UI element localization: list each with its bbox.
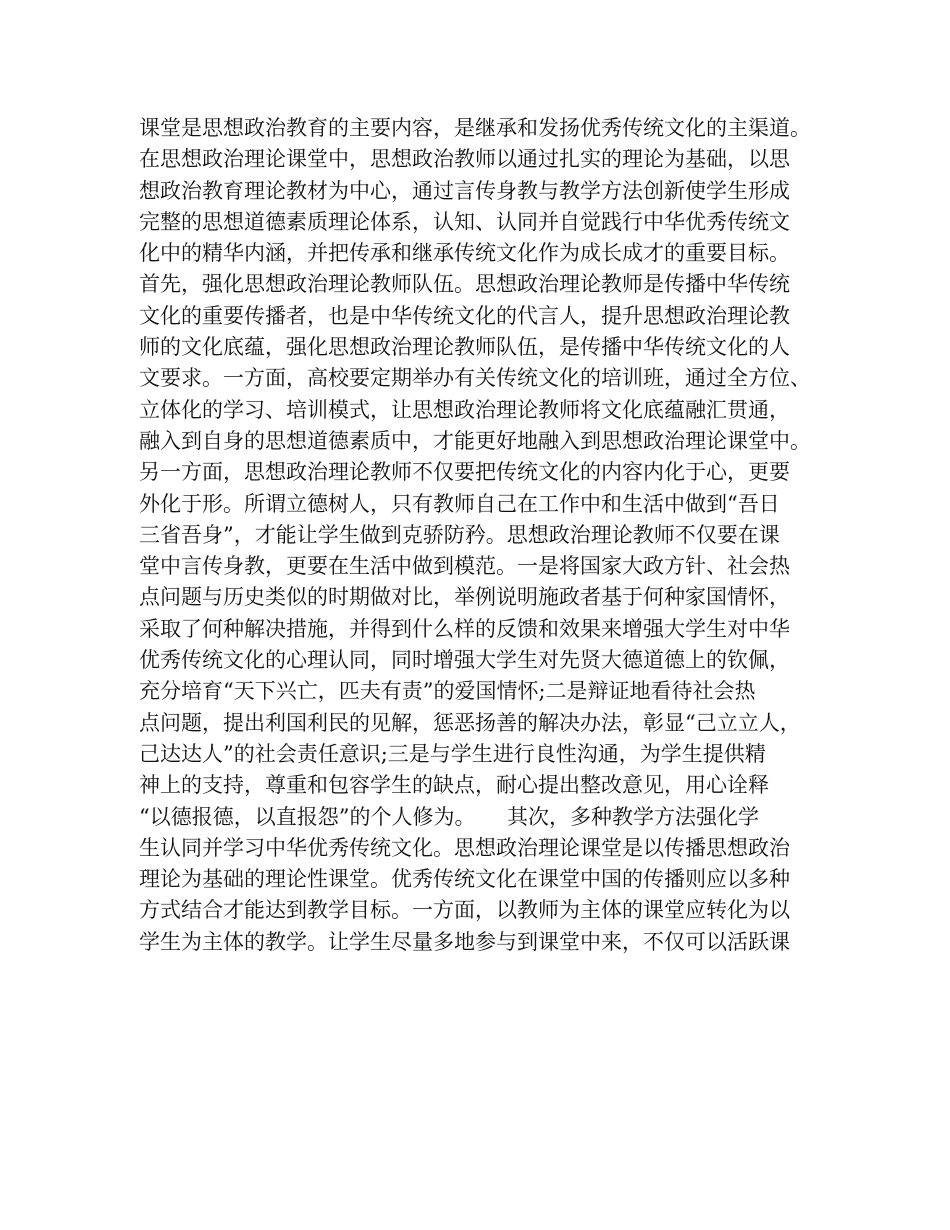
text-line: 神上的支持，尊重和包容学生的缺点，耐心提出整改意见，用心诠释 xyxy=(139,773,769,798)
text-line: 充分培育“天下兴亡，匹夫有责”的爱国情怀;二是辩证地看待社会热 xyxy=(139,679,756,704)
text-line: 想政治教育理论教材为中心，通过言传身教与教学方法创新使学生形成 xyxy=(139,178,790,203)
text-line: 文要求。一方面，高校要定期举办有关传统文化的培训班，通过全方位、 xyxy=(139,366,811,391)
text-line: 文化的重要传播者，也是中华传统文化的代言人，提升思想政治理论教 xyxy=(139,303,790,328)
text-line: 化中的精华内涵，并把传承和继承传统文化作为成长成才的重要目标。 xyxy=(139,241,790,266)
text-line: 生认同并学习中华优秀传统文化。思想政治理论课堂是以传播思想政治 xyxy=(139,835,790,860)
text-line: 另一方面，思想政治理论教师不仅要把传统文化的内容内化于心，更要 xyxy=(139,460,790,485)
text-line: 外化于形。所谓立德树人，只有教师自己在工作中和生活中做到“吾日 xyxy=(139,491,780,516)
text-line: 师的文化底蕴，强化思想政治理论教师队伍，是传播中华传统文化的人 xyxy=(139,335,790,360)
text-line: “以德报德，以直报怨”的个人修为。 其次，多种教学方法强化学 xyxy=(139,804,759,829)
text-line: 优秀传统文化的心理认同，同时增强大学生对先贤大德道德上的钦佩， xyxy=(139,648,790,673)
text-line: 三省吾身”，才能让学生做到克骄防矜。思想政治理论教师不仅要在课 xyxy=(139,522,780,547)
text-line: 方式结合才能达到教学目标。一方面，以教师为主体的课堂应转化为以 xyxy=(139,898,790,923)
text-line: 点问题，提出利国利民的见解，惩恶扬善的解决办法，彰显“己立立人， xyxy=(139,710,801,735)
text-line: 采取了何种解决措施，并得到什么样的反馈和效果来增强大学生对中华 xyxy=(139,616,790,641)
text-line: 课堂是思想政治教育的主要内容，是继承和发扬优秀传统文化的主渠道。 xyxy=(139,116,811,140)
body-text xyxy=(139,113,829,958)
text-line: 首先，强化思想政治理论教师队伍。思想政治理论教师是传播中华传统 xyxy=(139,272,790,297)
text-line: 在思想政治理论课堂中，思想政治教师以通过扎实的理论为基础，以思 xyxy=(139,147,790,172)
text-line: 己达达人”的社会责任意识;三是与学生进行良性沟通，为学生提供精 xyxy=(139,741,766,766)
text-line: 堂中言传身教，更要在生活中做到模范。一是将国家大政方针、社会热 xyxy=(139,554,790,579)
text-line: 完整的思想道德素质理论体系，认知、认同并自觉践行中华优秀传统文 xyxy=(139,209,790,234)
text-line: 融入到自身的思想道德素质中，才能更好地融入到思想政治理论课堂中。 xyxy=(139,428,811,453)
text-line: 立体化的学习、培训模式，让思想政治理论教师将文化底蕴融汇贯通， xyxy=(139,397,790,422)
text-line: 学生为主体的教学。让学生尽量多地参与到课堂中来，不仅可以活跃课 xyxy=(139,929,790,954)
text-line: 点问题与历史类似的时期做对比，举例说明施政者基于何种家国情怀， xyxy=(139,585,790,610)
text-line: 理论为基础的理论性课堂。优秀传统文化在课堂中国的传播则应以多种 xyxy=(139,867,790,892)
